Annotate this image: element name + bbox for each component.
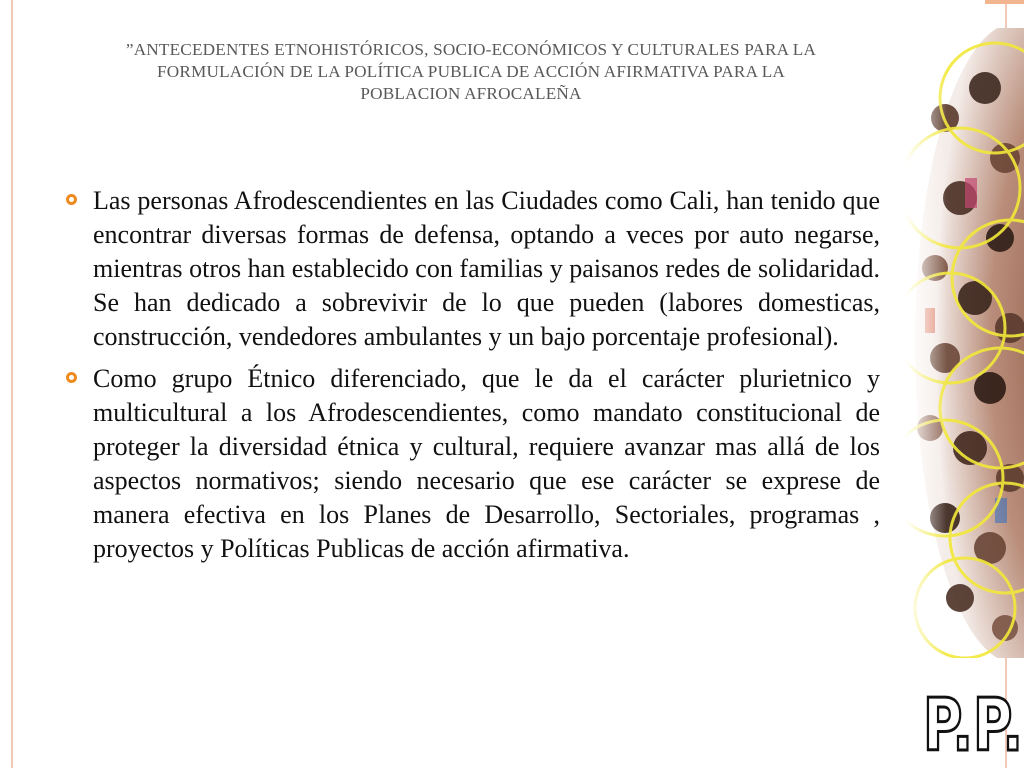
slide-title xyxy=(60,39,882,105)
top-accent-bar xyxy=(985,0,1024,4)
bullet-text: Las personas Afrodescendientes en las Ciudades como Cali, han tenido que encontrar diversas formas de defensa, optando a veces por auto negarse, mientras otros han establecido con familias y paisanos redes de solidaridad. Se han dedicado a sobrevivir de lo que pueden (labores domesticas, construcción, vendedores ambulantes y un bajo porcentaje profesional). xyxy=(93,186,880,351)
bullet-item xyxy=(60,362,880,566)
photo-collage-image xyxy=(905,28,1024,658)
bullet-item xyxy=(60,184,880,354)
bullet-list xyxy=(60,184,880,574)
bullet-circle-icon xyxy=(66,372,77,383)
title-line-3: POBLACION AFROCALEÑA xyxy=(360,84,582,103)
pp-logo-text: P.P. xyxy=(923,683,1023,760)
bullet-circle-icon xyxy=(66,194,77,205)
title-line-1: ”ANTECEDENTES ETNOHISTÓRICOS, SOCIO-ECONÓMICOS Y CULTURALES PARA LA xyxy=(125,40,817,59)
bullet-text: Como grupo Étnico diferenciado, que le da el carácter plurietnico y multicultural a los Afrodescendientes, como mandato constitucional de proteger la diversidad étnica y cultural, requiere avanzar mas allá de los aspectos normativos; siendo necesario que ese carácter se exprese de manera efectiva en los Planes de Desarrollo, Sectoriales, programas , proyectos y Políticas Publicas de acción afirmativa. xyxy=(93,364,880,563)
pp-logo xyxy=(922,660,1024,760)
frame-line-left xyxy=(11,0,13,768)
title-line-2: FORMULACIÓN DE LA POLÍTICA PUBLICA DE ACCIÓN AFIRMATIVA PARA LA xyxy=(156,62,786,81)
